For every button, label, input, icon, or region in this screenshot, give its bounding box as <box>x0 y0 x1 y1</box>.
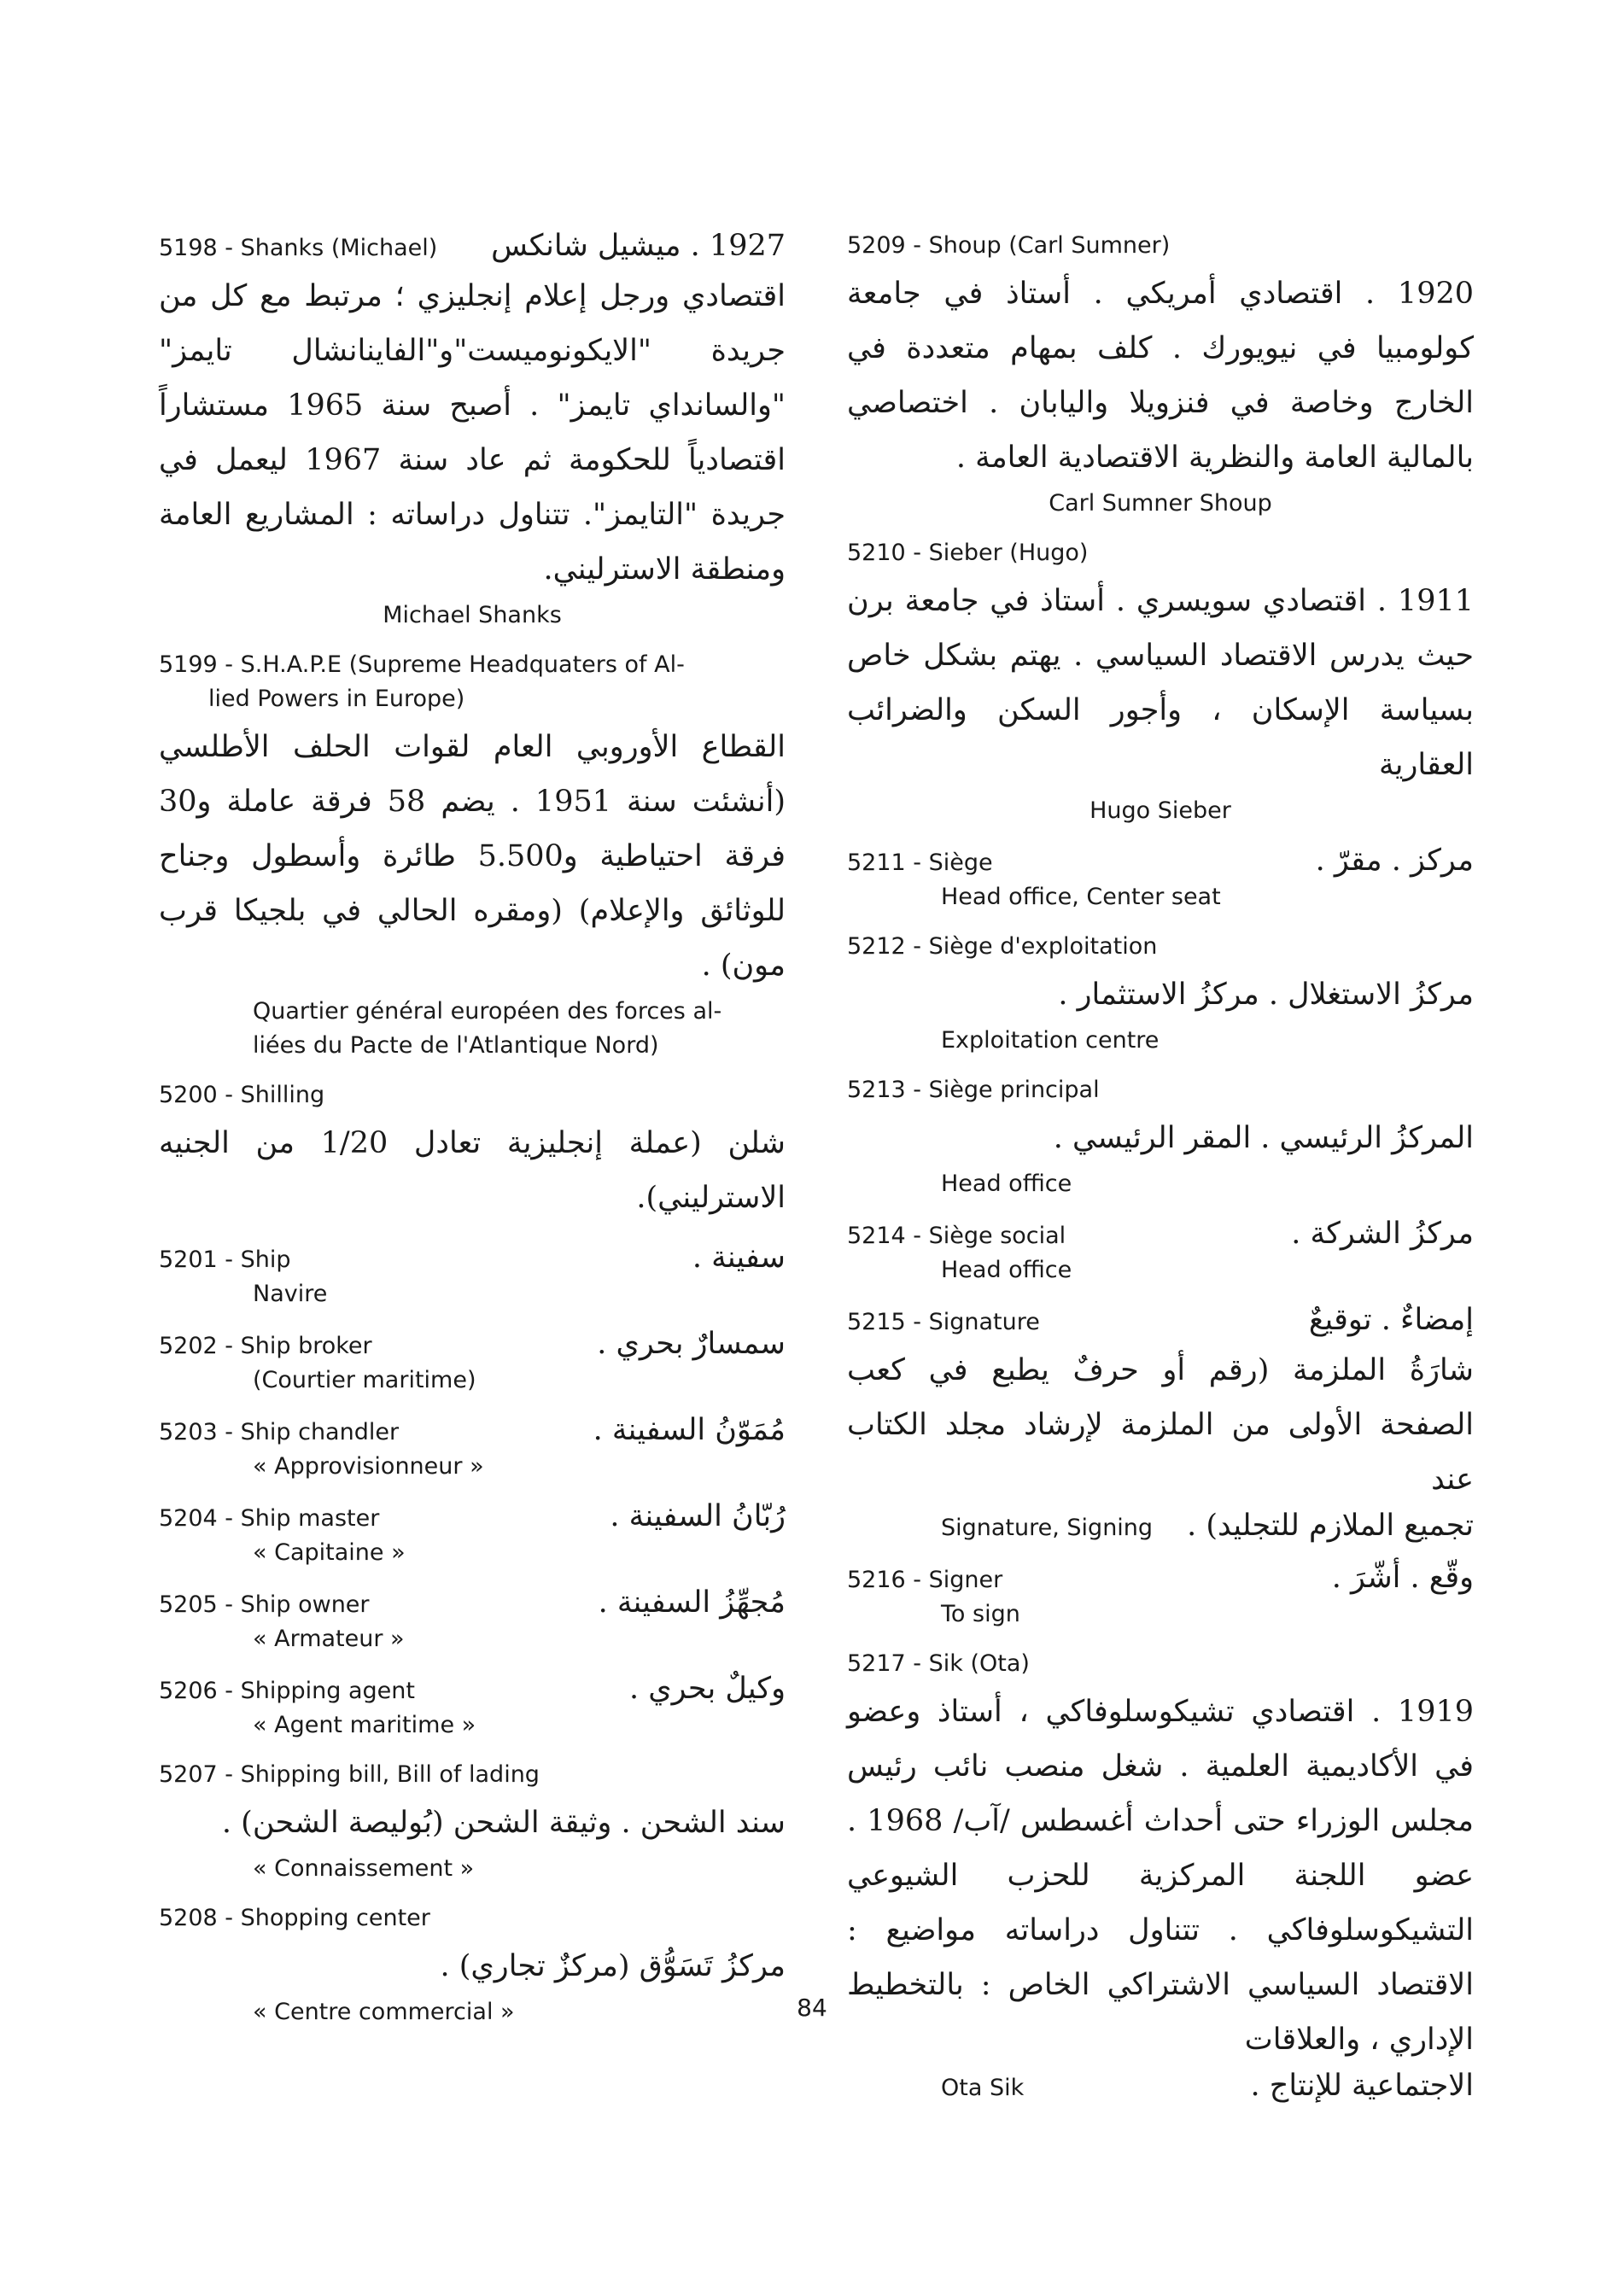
entry-5213 <box>847 1073 1474 1201</box>
entry-headword: 5217 - Sik (Ota) <box>847 1650 1030 1677</box>
entry-5205 <box>159 1585 786 1656</box>
entry-latin-name: Hugo Sieber <box>1089 797 1231 824</box>
entry-french-term: « Approvisionneur » <box>253 1453 484 1480</box>
entry-arabic-term: مركزُ الشركة . <box>1291 1217 1474 1251</box>
entry-headword-arabic: 1927 . ميشيل شانكس <box>491 229 786 263</box>
entry-headword: 5210 - Sieber (Hugo) <box>847 540 1089 566</box>
entry-arabic-term: إمضاءٌ . توقيعٌ <box>1308 1303 1474 1337</box>
entry-headword: 5203 - Ship chandler <box>159 1419 400 1445</box>
entry-definition: شلن (عملة إنجليزية تعادل 1/20 من الجنيه الاسترليني). <box>159 1126 786 1215</box>
entry-headword: 5202 - Ship broker <box>159 1333 372 1359</box>
entry-latin-name: Ota Sik <box>941 2075 1025 2101</box>
entry-english-term: Exploitation centre <box>941 1027 1160 1054</box>
entry-english-term: Signature, Signing <box>941 1515 1154 1541</box>
entry-headword: 5206 - Shipping agent <box>159 1678 415 1704</box>
entry-5211 <box>847 844 1474 914</box>
entry-headword: 5198 - Shanks (Michael) <box>159 235 438 261</box>
right-column <box>847 229 1474 2121</box>
entry-english-term: To sign <box>941 1601 1020 1627</box>
entry-5201 <box>159 1241 786 1311</box>
entry-french-term: « Capitaine » <box>253 1539 406 1566</box>
entry-arabic-term: سفينة . <box>692 1241 786 1275</box>
entry-definition: سند الشحن . وثيقة الشحن (بُوليصة الشحن) . <box>221 1806 786 1840</box>
entry-5202 <box>159 1327 786 1398</box>
entry-headword: 5215 - Signature <box>847 1309 1040 1335</box>
entry-arabic-term: مُجهِّزُ السفينة . <box>598 1585 786 1620</box>
entry-headword: 5200 - Shilling <box>159 1082 325 1108</box>
entry-english-term: Head office <box>941 1171 1072 1197</box>
entry-5217 <box>847 1647 1474 2105</box>
entry-5216 <box>847 1561 1474 1632</box>
entry-headword-continued: lied Powers in Europe) <box>208 686 465 712</box>
entry-english-term: Head office, Center seat <box>941 884 1221 910</box>
entry-5207 <box>159 1758 786 1886</box>
entry-headword: 5214 - Siège social <box>847 1223 1066 1249</box>
entry-5199 <box>159 648 786 1063</box>
page-number: 84 <box>797 1994 827 2022</box>
entry-5210 <box>847 536 1474 828</box>
entry-5215 <box>847 1303 1474 1545</box>
entry-headword: 5211 - Siège <box>847 850 993 876</box>
entry-headword: 5207 - Shipping bill, Bill of lading <box>159 1761 540 1788</box>
entry-headword: 5199 - S.H.A.P.E (Supreme Headquaters of Al- <box>159 651 685 678</box>
entry-french-term-continued: liées du Pacte de l'Atlantique Nord) <box>253 1032 659 1059</box>
entry-french-term: « Connaissement » <box>253 1855 475 1882</box>
entry-headword: 5213 - Siège principal <box>847 1077 1100 1103</box>
entry-5214 <box>847 1217 1474 1287</box>
entry-5200 <box>159 1078 786 1225</box>
entry-french-term: Quartier général européen des forces al- <box>253 998 722 1025</box>
entry-5203 <box>159 1413 786 1484</box>
entry-arabic-term: رُبّانُ السفينة . <box>610 1499 786 1533</box>
entry-latin-name: Michael Shanks <box>383 602 562 628</box>
entry-headword: 5212 - Siège d'exploitation <box>847 933 1158 960</box>
entry-definition: شارَةُ الملزمة (رقم أو حرفٌ يطبع في كعب الصفحة الأولى من الملزمة لإرشاد مجلد الكتاب عند <box>847 1353 1474 1497</box>
entry-arabic-term: وكيلٌ بحري . <box>628 1672 786 1706</box>
entry-definition: 1919 . اقتصادي تشيكوسلوفاكي ، أستاذ وعضو في الأكاديمية العلمية . شغل منصب نائب رئيس مجلس الوزراء حتى أحداث أغسطس /آب/ 1968 . عضو اللجنة المركزية للحزب الشيوعي التشيكوسلوفاكي . تتناول دراساته مواضيع : الاقتصاد السياسي الاشتراكي الخاص : بالتخطيط الإداري ، والعلاقات <box>847 1695 1474 2057</box>
entry-definition: مركزُ الاستغلال . مركزُ الاستثمار . <box>1058 978 1474 1012</box>
entry-5198 <box>159 229 786 633</box>
entry-arabic-term: مركز . مقرّ . <box>1315 844 1474 878</box>
entry-french-term: « Centre commercial » <box>253 1999 515 2025</box>
entry-arabic-term: سمسارٌ بحري . <box>597 1327 786 1361</box>
entry-definition-end: تجميع الملازم للتجليد) . <box>1187 1509 1474 1543</box>
left-column <box>159 229 786 2045</box>
entry-5209 <box>847 229 1474 521</box>
entry-french-term: « Agent maritime » <box>253 1712 476 1738</box>
entry-french-term: Navire <box>253 1281 328 1307</box>
entry-headword: 5205 - Ship owner <box>159 1591 370 1618</box>
entry-definition: اقتصادي ورجل إعلام إنجليزي ؛ مرتبط مع كل من جريدة "الايكونوميست"و"الفاينانشال تايمز" "والسانداي تايمز" . أصبح سنة 1965 مستشاراً اقتصادياً للحكومة ثم عاد سنة 1967 ليعمل في جريدة "التايمز". تتناول دراساته : المشاريع العامة ومنطقة الاسترليني. <box>159 279 786 587</box>
entry-headword: 5216 - Signer <box>847 1567 1003 1593</box>
entry-definition: المركزُ الرئيسي . المقر الرئيسي . <box>1053 1121 1474 1155</box>
entry-english-term: Head office <box>941 1257 1072 1283</box>
entry-definition: مركزُ تَسَوُّق (مركزٌ تجاري) . <box>440 1949 786 1983</box>
entry-5204 <box>159 1499 786 1570</box>
entry-headword: 5204 - Ship master <box>159 1505 380 1532</box>
entry-definition-end: الاجتماعية للإنتاج . <box>1250 2069 1474 2103</box>
entry-definition: القطاع الأوروبي العام لقوات الحلف الأطلسي (أنشئت سنة 1951 . يضم 58 فرقة عاملة و30 فرقة احتياطية و5.500 طائرة وأسطول وجناح للوثائق والإعلام) (ومقره الحالي في بلجيكا قرب مون) . <box>159 730 786 983</box>
entry-5212 <box>847 930 1474 1058</box>
entry-latin-name: Carl Sumner Shoup <box>1049 490 1272 517</box>
entry-french-term: (Courtier maritime) <box>253 1367 476 1393</box>
entry-french-term: « Armateur » <box>253 1626 405 1652</box>
entry-definition: 1911 . اقتصادي سويسري . أستاذ في جامعة برن حيث يدرس الاقتصاد السياسي . يهتم بشكل خاص بسياسة الإسكان ، وأجور السكن والضرائب العقارية <box>847 584 1474 782</box>
entry-headword: 5209 - Shoup (Carl Sumner) <box>847 232 1171 259</box>
entry-arabic-term: مُمَوّنُ السفينة . <box>593 1413 786 1447</box>
entry-headword: 5201 - Ship <box>159 1247 291 1273</box>
entry-arabic-term: وقّع . أشّرَ . <box>1331 1561 1474 1595</box>
entry-definition: 1920 . اقتصادي أمريكي . أستاذ في جامعة كولومبيا في نيويورك . كلف بمهام متعددة في الخارج وخاصة في فنزويلا واليابان . اختصاصي بالمالية العامة والنظرية الاقتصادية العامة . <box>847 277 1474 475</box>
entry-headword: 5208 - Shopping center <box>159 1905 430 1931</box>
entry-5206 <box>159 1672 786 1743</box>
